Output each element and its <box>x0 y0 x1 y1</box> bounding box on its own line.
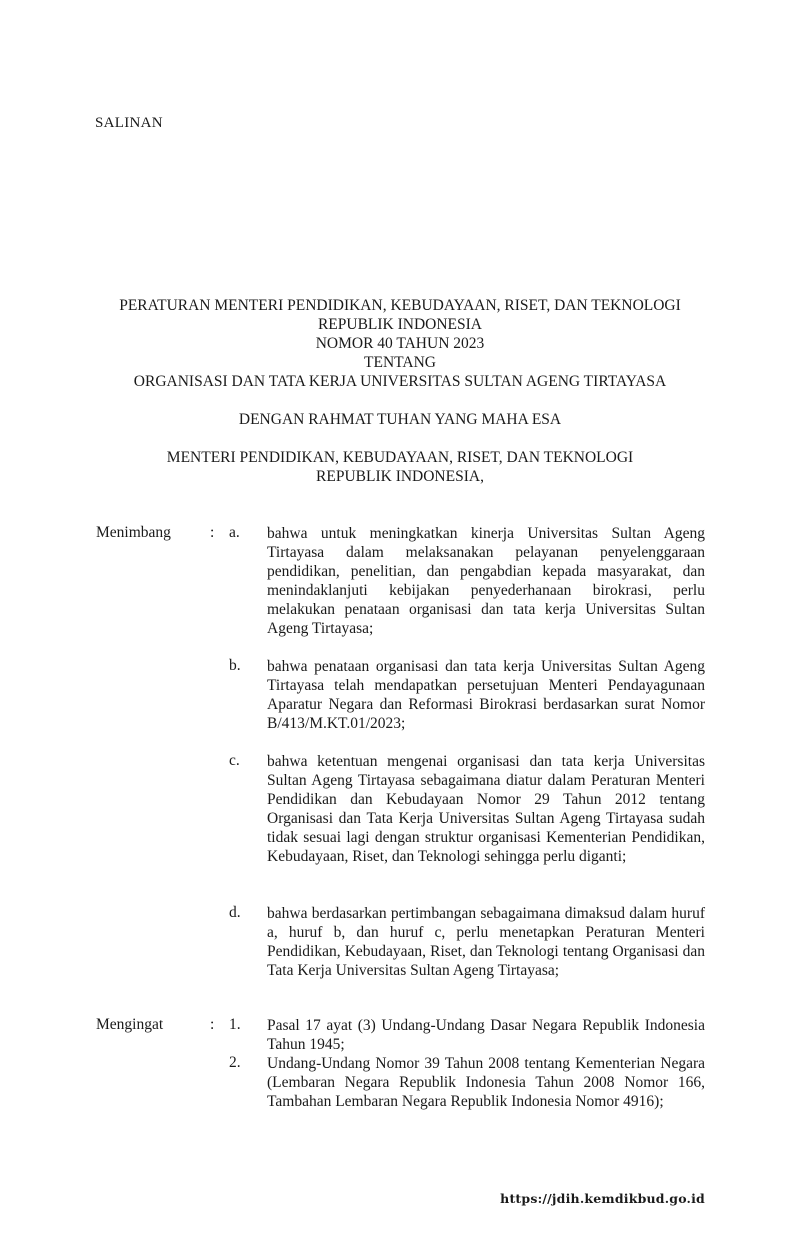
colon: : <box>210 1016 215 1033</box>
title-line: PERATURAN MENTERI PENDIDIKAN, KEBUDAYAAN, RISET, DAN TEKNOLOGI <box>119 297 681 314</box>
title-line: NOMOR 40 TAHUN 2023 <box>315 335 485 352</box>
issuer-line: MENTERI PENDIDIKAN, KEBUDAYAAN, RISET, DAN TEKNOLOGI <box>166 449 634 466</box>
title-line: ORGANISASI DAN TATA KERJA UNIVERSITAS SULTAN AGENG TIRTAYASA <box>133 373 667 390</box>
mengingat-label: Mengingat <box>96 1016 164 1033</box>
issuer <box>0 448 800 486</box>
title-line: TENTANG <box>364 354 436 371</box>
item-text: Undang-Undang Nomor 39 Tahun 2008 tentang Kementerian Negara (Lembaran Negara Republik Indonesia Tahun 2008 Nomor 166, Tambahan Lembaran Negara Republik Indonesia Nomor 4916); <box>267 1055 705 1110</box>
salinan-label: SALINAN <box>95 115 163 131</box>
item-text: Pasal 17 ayat (3) Undang-Undang Dasar Negara Republik Indonesia Tahun 1945; <box>267 1017 705 1053</box>
regulation-title <box>0 296 800 391</box>
title-line: REPUBLIK INDONESIA <box>317 316 483 333</box>
source-url-link[interactable]: https://jdih.kemdikbud.go.id <box>500 1191 705 1206</box>
item-text: bahwa untuk meningkatkan kinerja Universitas Sultan Ageng Tirtayasa dalam melaksanakan pelayanan penyelenggaraan pendidikan, penelitian, dan pengabdian kepada masyarakat, dan menindaklanjuti kebijakan penyederhanaan birokrasi, perlu melakukan penataan organisasi dan tata kerja Universitas Sultan Ageng Tirtayasa; <box>267 525 705 637</box>
issuer-line: REPUBLIK INDONESIA, <box>316 468 484 485</box>
item-marker: d. <box>229 904 241 921</box>
colon: : <box>210 524 215 541</box>
item-marker: 2. <box>229 1054 241 1071</box>
invocation: DENGAN RAHMAT TUHAN YANG MAHA ESA <box>238 411 562 428</box>
menimbang-label: Menimbang <box>96 524 171 541</box>
item-text: bahwa ketentuan mengenai organisasi dan tata kerja Universitas Sultan Ageng Tirtayasa sebagaimana diatur dalam Peraturan Menteri Pendidikan dan Kebudayaan Nomor 29 Tahun 2012 tentang Organisasi dan Tata Kerja Universitas Sultan Ageng Tirtayasa sudah tidak sesuai lagi dengan struktur organisasi Kementerian Pendidikan, Kebudayaan, Riset, dan Teknologi sehingga perlu diganti; <box>267 753 705 865</box>
item-text: bahwa berdasarkan pertimbangan sebagaimana dimaksud dalam huruf a, huruf b, dan huruf c, perlu menetapkan Peraturan Menteri Pendidikan, Kebudayaan, Riset, dan Teknologi tentang Organisasi dan Tata Kerja Universitas Sultan Ageng Tirtayasa; <box>267 905 705 979</box>
item-marker: b. <box>229 657 241 674</box>
item-marker: c. <box>229 752 240 769</box>
item-marker: a. <box>229 524 240 541</box>
item-text: bahwa penataan organisasi dan tata kerja Universitas Sultan Ageng Tirtayasa telah mendapatkan persetujuan Menteri Pendayagunaan Aparatur Negara dan Reformasi Birokrasi berdasarkan surat Nomor B/413/M.KT.01/2023; <box>267 658 705 732</box>
item-marker: 1. <box>229 1016 241 1033</box>
